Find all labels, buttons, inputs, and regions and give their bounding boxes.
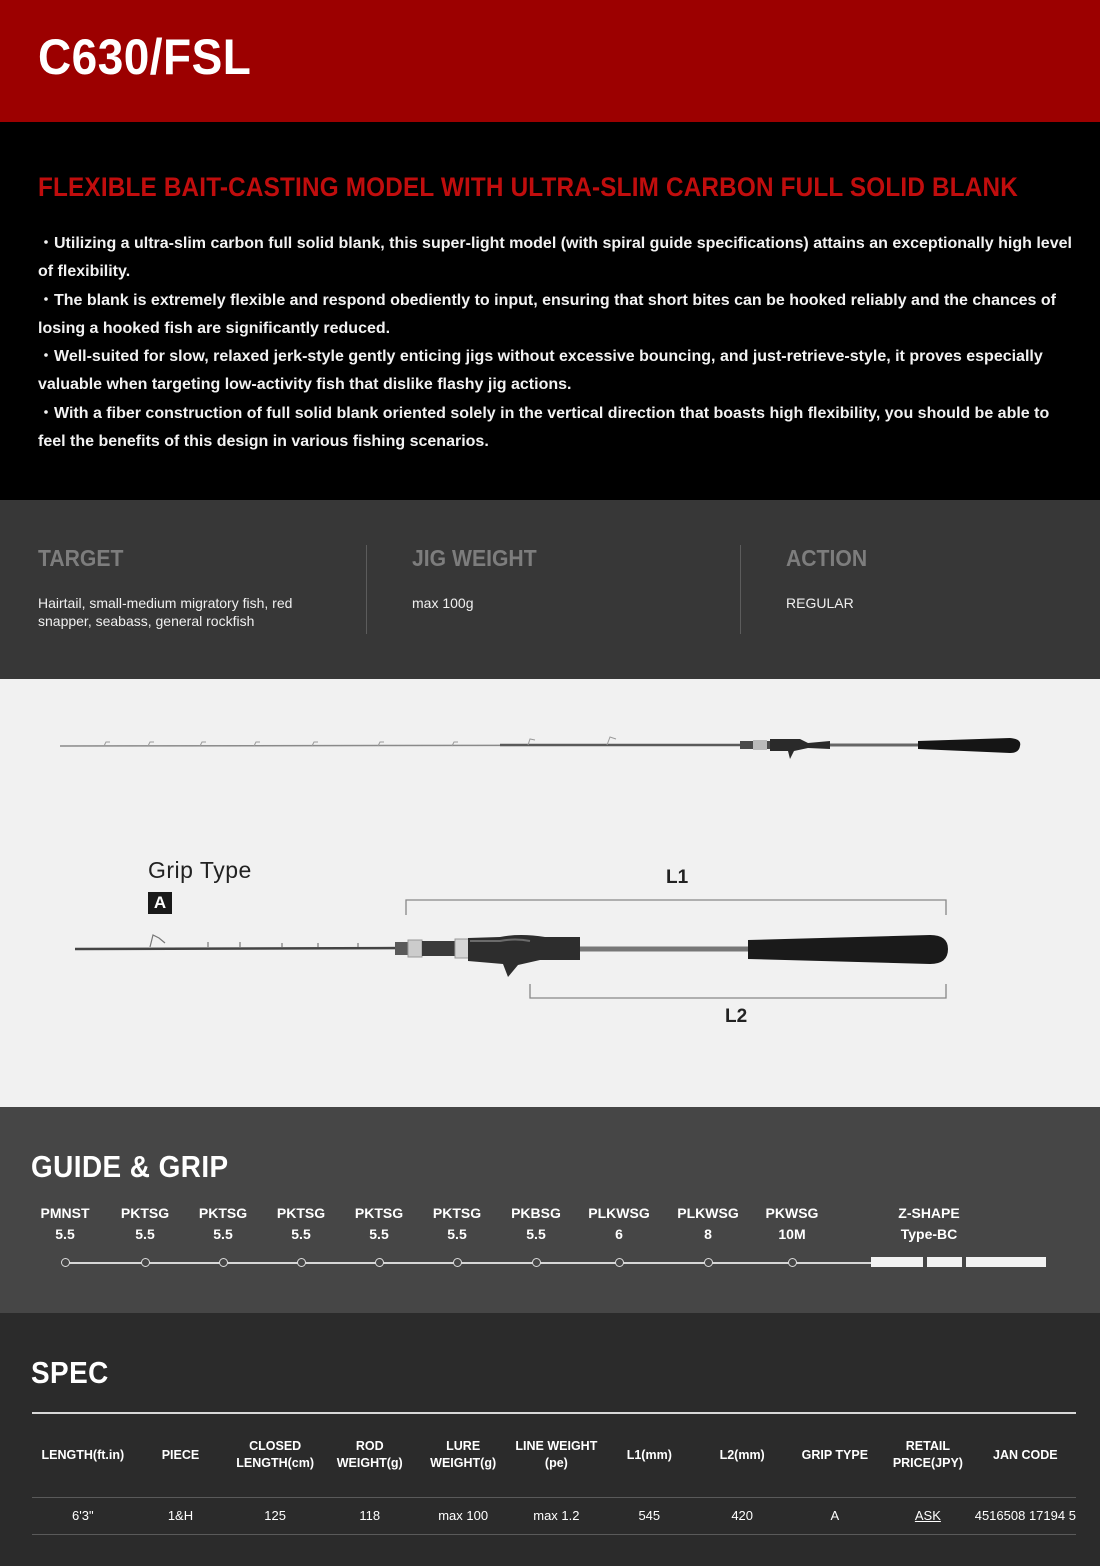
rod-figure bbox=[0, 679, 1100, 1107]
spec-header-row bbox=[32, 1413, 1076, 1497]
jig-weight-block bbox=[412, 545, 712, 634]
spec-header: RETAIL PRICE(JPY) bbox=[881, 1413, 975, 1497]
guide-item bbox=[491, 1203, 581, 1245]
target-value: Hairtail, small-medium migratory fish, red snapper, seabass, general rockfish bbox=[38, 595, 293, 629]
meta-divider bbox=[366, 545, 367, 634]
spec-cell-closed-length: 125 bbox=[227, 1497, 323, 1534]
guide-size: 5.5 bbox=[135, 1226, 155, 1242]
feature-item: ・The blank is extremely flexible and respond obediently to input, ensuring that short bites can be hooked reliably and the chances of losing a hooked fish are significantly reduced. bbox=[38, 291, 1056, 337]
guide-size: 5.5 bbox=[291, 1226, 311, 1242]
guide-name: PKBSG bbox=[511, 1205, 561, 1221]
spec-header: L2(mm) bbox=[696, 1413, 789, 1497]
spec-cell-l2: 420 bbox=[696, 1497, 789, 1534]
guide-size: 6 bbox=[615, 1226, 623, 1242]
grip-type-badge: A bbox=[148, 892, 172, 914]
meta-section bbox=[0, 500, 1100, 679]
spec-header: LENGTH(ft.in) bbox=[32, 1413, 134, 1497]
l2-label: L2 bbox=[725, 1006, 748, 1027]
spec-table bbox=[32, 1412, 1076, 1535]
guide-name: PKWSG bbox=[765, 1205, 819, 1221]
guide-dot bbox=[375, 1258, 384, 1267]
guide-size: 5.5 bbox=[369, 1226, 389, 1242]
guide-size: 5.5 bbox=[213, 1226, 233, 1242]
retail-price-link[interactable]: ASK bbox=[881, 1497, 975, 1534]
guide-item bbox=[178, 1203, 268, 1245]
l1-dimension-line bbox=[406, 900, 946, 915]
action-value: REGULAR bbox=[786, 595, 854, 611]
guide-name: PLKWSG bbox=[677, 1205, 739, 1221]
guide-track-line bbox=[65, 1262, 873, 1264]
feature-item: ・Well-suited for slow, relaxed jerk-style gently enticing jigs without excessive bouncing, and just-retrieve-style, it proves especially valuable when targeting low-activity fish that dislike flashy jig actions. bbox=[38, 348, 1043, 394]
guide-dot bbox=[297, 1258, 306, 1267]
jig-weight-label: JIG WEIGHT bbox=[412, 545, 537, 571]
guide-name: PLKWSG bbox=[588, 1205, 650, 1221]
meta-divider bbox=[740, 545, 741, 634]
grip-name: Z-SHAPE bbox=[898, 1205, 960, 1221]
feature-item: ・Utilizing a ultra-slim carbon full solid blank, this super-light model (with spiral guide specifications) attains an exceptionally high level of flexibility. bbox=[38, 235, 1072, 281]
guide-item bbox=[747, 1203, 837, 1245]
spec-cell-lure-weight: max 100 bbox=[416, 1497, 509, 1534]
guide-dot bbox=[453, 1258, 462, 1267]
guide-name: PKTSG bbox=[354, 1205, 404, 1221]
spec-header: L1(mm) bbox=[603, 1413, 696, 1497]
intro-section bbox=[0, 122, 1100, 500]
grip-detail-image bbox=[75, 935, 948, 977]
guide-size: 5.5 bbox=[447, 1226, 467, 1242]
spec-cell-piece: 1&H bbox=[134, 1497, 228, 1534]
guide-item bbox=[412, 1203, 502, 1245]
spec-header: ROD WEIGHT(g) bbox=[323, 1413, 416, 1497]
guide-grip-title: GUIDE & GRIP bbox=[31, 1149, 229, 1184]
spec-header: GRIP TYPE bbox=[789, 1413, 882, 1497]
spec-title: SPEC bbox=[31, 1355, 109, 1390]
guide-name: PKTSG bbox=[432, 1205, 482, 1221]
guide-dot bbox=[788, 1258, 797, 1267]
grip-item bbox=[869, 1203, 989, 1245]
spec-cell-rod-weight: 118 bbox=[323, 1497, 416, 1534]
title-bar bbox=[0, 0, 1100, 122]
guide-name: PMNST bbox=[40, 1205, 90, 1221]
target-block bbox=[38, 545, 338, 634]
target-label: TARGET bbox=[38, 545, 124, 571]
guide-size: 5.5 bbox=[55, 1226, 75, 1242]
spec-header: JAN CODE bbox=[975, 1413, 1076, 1497]
guide-name: PKTSG bbox=[198, 1205, 248, 1221]
guide-name: PKTSG bbox=[276, 1205, 326, 1221]
guide-item bbox=[574, 1203, 664, 1245]
guide-grip-section bbox=[0, 1107, 1100, 1313]
guide-name: PKTSG bbox=[120, 1205, 170, 1221]
spec-header: LURE WEIGHT(g) bbox=[416, 1413, 509, 1497]
jig-weight-value: max 100g bbox=[412, 595, 474, 611]
l2-dimension-line bbox=[530, 984, 946, 998]
action-label: ACTION bbox=[786, 545, 868, 571]
guide-dot bbox=[615, 1258, 624, 1267]
l1-label: L1 bbox=[666, 867, 689, 888]
guide-item bbox=[256, 1203, 346, 1245]
grip-segment bbox=[966, 1257, 1046, 1267]
table-row bbox=[32, 1497, 1076, 1534]
spec-header: PIECE bbox=[134, 1413, 228, 1497]
full-rod-image bbox=[60, 737, 1020, 759]
guide-item bbox=[334, 1203, 424, 1245]
spec-cell-l1: 545 bbox=[603, 1497, 696, 1534]
guide-size: 8 bbox=[704, 1226, 712, 1242]
grip-segment bbox=[871, 1257, 923, 1267]
guide-size: 5.5 bbox=[526, 1226, 546, 1242]
grip-type-label: Grip Type bbox=[148, 857, 252, 883]
guide-size: 10M bbox=[778, 1226, 806, 1242]
action-block bbox=[786, 545, 1066, 634]
feature-item: ・With a fiber construction of full solid blank oriented solely in the vertical direction that boasts high flexibility, you should be able to feel the benefits of this design in various fishing scenarios. bbox=[38, 404, 1050, 451]
guide-dot bbox=[704, 1258, 713, 1267]
grip-segment bbox=[927, 1257, 962, 1267]
feature-list bbox=[38, 230, 1078, 456]
guide-item bbox=[100, 1203, 190, 1245]
guide-item bbox=[20, 1203, 110, 1245]
spec-cell-jan-code: 4516508 17194 5 bbox=[975, 1497, 1076, 1534]
spec-section bbox=[0, 1313, 1100, 1566]
grip-type: Type-BC bbox=[900, 1226, 958, 1242]
guide-dot bbox=[141, 1258, 150, 1267]
spec-cell-grip-type: A bbox=[789, 1497, 882, 1534]
spec-header: LINE WEIGHT (pe) bbox=[510, 1413, 603, 1497]
spec-cell-length: 6'3" bbox=[32, 1497, 134, 1534]
guide-item bbox=[663, 1203, 753, 1245]
guide-dot bbox=[219, 1258, 228, 1267]
headline: FLEXIBLE BAIT-CASTING MODEL WITH ULTRA-SLIM CARBON FULL SOLID BLANK bbox=[38, 172, 1018, 202]
model-title: C630/FSL bbox=[38, 29, 252, 85]
guide-dot bbox=[532, 1258, 541, 1267]
spec-header: CLOSED LENGTH(cm) bbox=[227, 1413, 323, 1497]
spec-cell-line-weight: max 1.2 bbox=[510, 1497, 603, 1534]
guide-dot bbox=[61, 1258, 70, 1267]
